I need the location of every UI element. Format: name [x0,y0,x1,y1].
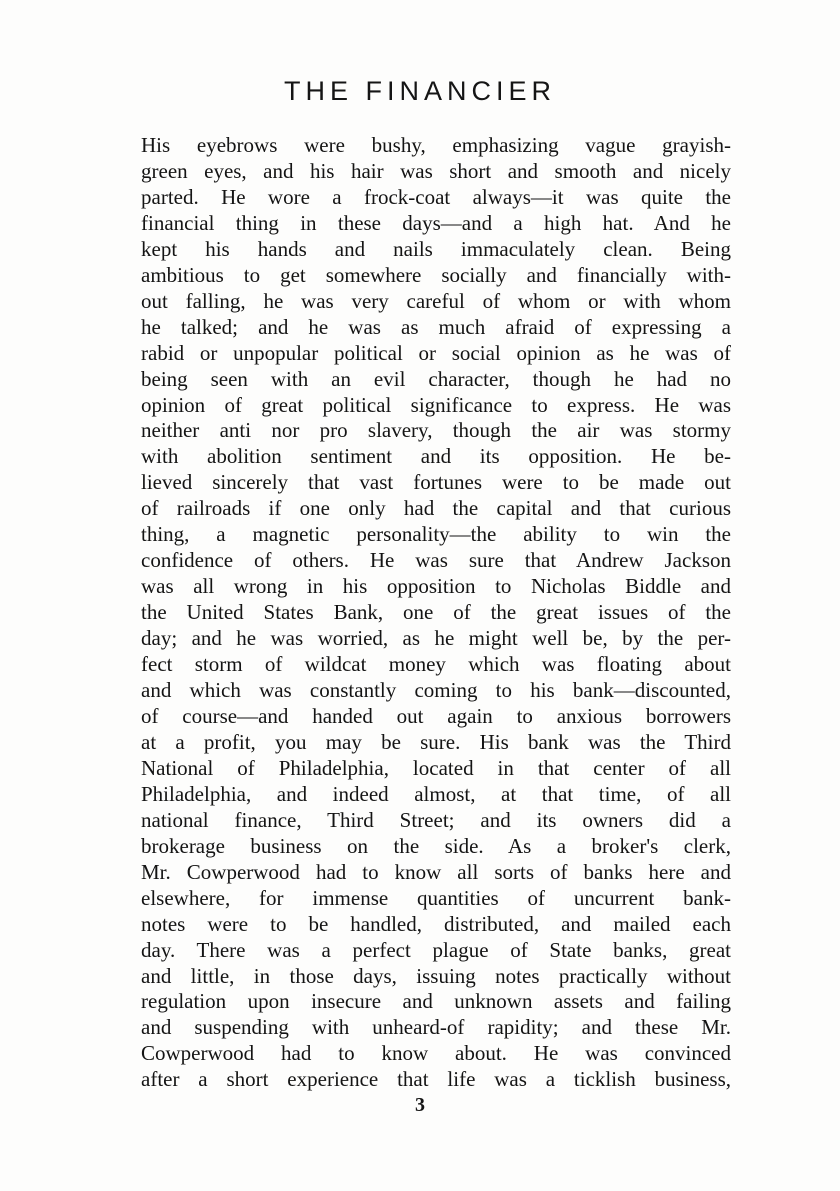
text-line: notes were to be handled, distributed, and mailed each [141,911,731,936]
text-line: out falling, he was very careful of whom or with whom [141,288,731,313]
text-line: elsewhere, for immense quantities of uncurrent bank- [141,885,731,910]
text-line: Mr. Cowperwood had to know all sorts of banks here and [141,859,731,884]
text-line: he talked; and he was as much afraid of expressing a [141,314,731,339]
text-line: and suspending with unheard-of rapidity; and these Mr. [141,1015,731,1040]
text-line: after a short experience that life was a ticklish business, [141,1067,731,1092]
text-line: and which was constantly coming to his bank—discounted, [141,678,731,703]
text-line: fect storm of wildcat money which was floating about [141,652,731,677]
text-line: being seen with an evil character, though he had no [141,366,731,391]
text-line: day; and he was worried, as he might well be, by the per- [141,626,731,651]
text-line: national finance, Third Street; and its owners did a [141,807,731,832]
text-line: financial thing in these days—and a high hat. And he [141,210,731,235]
text-line: rabid or unpopular political or social opinion as he was of [141,340,731,365]
running-head: THE FINANCIER [283,76,556,106]
text-line: of course—and handed out again to anxious borrowers [141,703,731,728]
text-line: Philadelphia, and indeed almost, at that time, of all [141,781,731,806]
text-line: Cowperwood had to know about. He was convinced [141,1041,731,1066]
text-line: His eyebrows were bushy, emphasizing vague grayish- [141,133,731,157]
text-line: National of Philadelphia, located in that center of all [141,755,731,780]
text-line: of railroads if one only had the capital and that curious [141,496,731,521]
text-line: day. There was a perfect plague of State banks, great [141,937,731,962]
text-line: parted. He wore a frock-coat always—it was quite the [141,184,731,209]
text-line: kept his hands and nails immaculately clean. Being [141,236,731,261]
text-line: was all wrong in his opposition to Nicholas Biddle and [141,574,731,599]
text-line: opinion of great political significance to express. He was [141,392,731,417]
text-line: green eyes, and his hair was short and smooth and nicely [141,158,731,183]
text-line: the United States Bank, one of the great issues of the [141,600,731,625]
text-line: neither anti nor pro slavery, though the air was stormy [141,418,731,443]
text-line: lieved sincerely that vast fortunes were to be made out [141,470,731,495]
text-line: brokerage business on the side. As a broker's clerk, [141,833,731,858]
body-text [141,133,731,1093]
text-line: at a profit, you may be sure. His bank was the Third [141,729,731,754]
page-number: 3 [415,1094,425,1116]
text-line: thing, a magnetic personality—the ability to win the [141,522,731,547]
text-line: and little, in those days, issuing notes practically without [141,963,731,988]
text-line: ambitious to get somewhere socially and financially with- [141,262,731,287]
text-line: confidence of others. He was sure that Andrew Jackson [141,548,731,573]
text-line: with abolition sentiment and its opposition. He be- [141,444,731,469]
text-line: regulation upon insecure and unknown assets and failing [141,989,731,1014]
